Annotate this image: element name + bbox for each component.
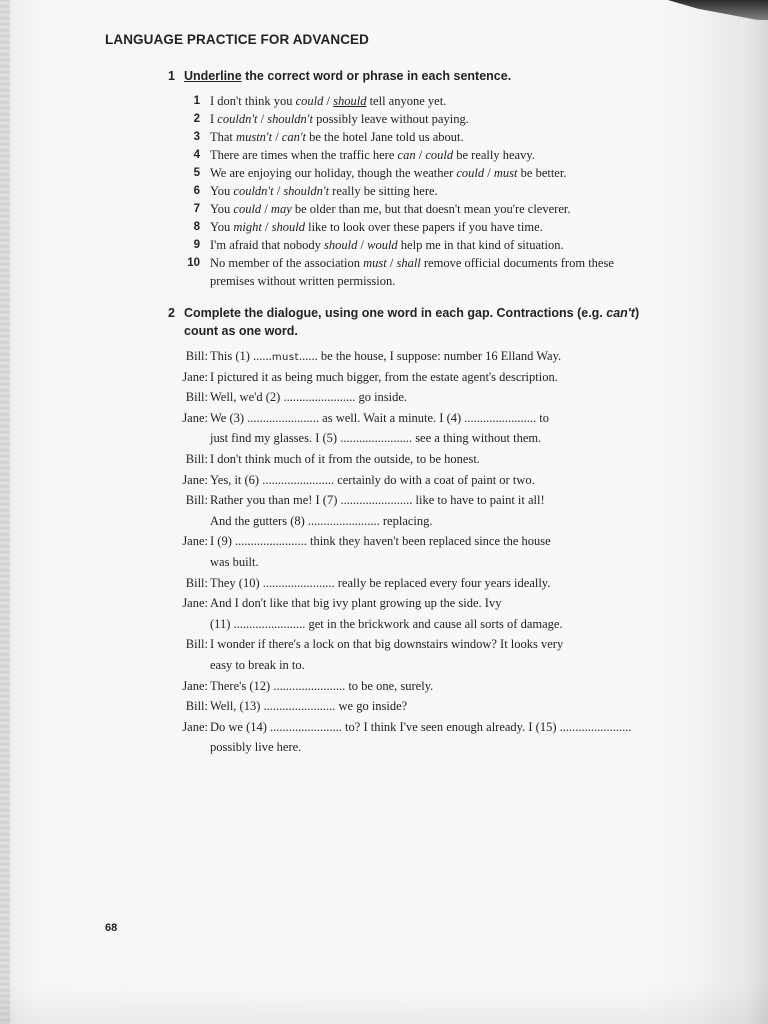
instruction-example: can't <box>606 306 635 320</box>
item-number: 8 <box>193 221 200 233</box>
option-2[interactable]: should <box>271 220 305 234</box>
dialogue-text[interactable]: Yes, it (6) ....................... certainly do with a coat of paint or two. <box>210 472 535 487</box>
instruction-line-2: count as one word. <box>184 324 298 338</box>
item-sentence: I couldn't / shouldn't possibly leave without paying. <box>210 112 469 126</box>
speaker: Bill: <box>185 451 208 466</box>
item-sentence: There are times when the traffic here can / could be really heavy. <box>210 148 535 162</box>
dialogue-text: This (1) ......must...... be the house, I suppose: number 16 Elland Way. <box>210 349 562 363</box>
exercise-item <box>180 182 660 200</box>
dialogue-text[interactable]: And the gutters (8) ....................... replacing. <box>210 513 433 528</box>
dialogue-line <box>160 428 660 449</box>
scanned-page: LANGUAGE PRACTICE FOR ADVANCED 1 Underline the correct word or phrase in each sentence. 1 I don't think you could / should tell anyone yet. 2 I couldn't / shouldn't possibly leave without paying. 3 That mustn't / can't be the hotel Jane told us about. 4 There are times when the traffic here can / could be really heavy. 5 We are enjoying our holiday, though the weather could / must be better. 6 You couldn't / shouldn't really be sitting here. 7 You could / may be older than me, but that doesn't mean you're cleverer. 8 You might / should like to look over these papers if you have time. 9 I'm afraid that nobody should / would help me in that kind of situation. 10 No member of the association must / shall remove official documents from these premises without written permission. 2 Complete the dialogue, using one word in each gap. Contractions (e.g. can't) count as one word. Bill: This (1) ......must...... be the house, I suppose: number 16 Elland Way. Jane: I pictured it as being much bigger, from the estate agent's description. Bill: Well, we'd (2) ....................... go inside. Jane: We (3) ....................... as well. Wait a minute. I (4) ....................... to just find my glasses. I (5) ....................... see a thing without them. Bill: I don't think much of it from the outside, to be honest. Jane: Yes, it (6) ....................... certainly do with a coat of paint or two. Bill: Rather you than me! I (7) ....................... like to have to paint it all! And the gutters (8) ....................... replacing. Jane: I (9) ....................... think they haven't been replaced since the house was built. Bill: They (10) ....................... really be replaced every four years ideally. Jane: And I don't like that big ivy plant growing up the side. Ivy (11) ....................... get in the brickwork and cause all sorts of damage. Bill: I wonder if there's a lock on that big downstairs window? It looks very easy to break in to. Jane: There's (12) ....................... to be one, surely. Bill: Well, (13) ....................... we go inside? Jane: Do we (14) ....................... to? I think I've seen enough already. I (15) ....................... possibly live here. 68 <box>0 0 768 1024</box>
option-1[interactable]: can <box>397 148 416 162</box>
speaker: Jane: <box>182 678 208 693</box>
option-1[interactable]: couldn't <box>233 184 274 198</box>
dialogue-line <box>160 367 660 388</box>
speaker: Bill: <box>185 349 208 363</box>
exercise-item <box>180 218 660 236</box>
item-number: 7 <box>193 203 200 215</box>
dialogue-line <box>160 346 660 367</box>
item-sentence: You couldn't / shouldn't really be sitting here. <box>210 184 438 198</box>
exercise-item <box>180 128 660 146</box>
dialogue-text[interactable]: just find my glasses. I (5) ....................... see a thing without them. <box>210 431 542 446</box>
item-sentence: You could / may be older than me, but that doesn't mean you're cleverer. <box>210 202 571 216</box>
exercise-2-number: 2 <box>168 306 175 320</box>
dialogue-line <box>160 490 660 511</box>
dialogue-line <box>160 449 660 470</box>
instruction-underline-word: Underline <box>184 69 242 83</box>
instruction-rest: the correct word or phrase in each sentence. <box>241 69 512 83</box>
page-right-edge <box>740 20 768 1024</box>
exercise-item <box>180 92 660 110</box>
item-sentence: No member of the association must / shall remove official documents from these <box>210 256 614 270</box>
dialogue-text[interactable]: Well, (13) ....................... we go inside? <box>210 699 408 714</box>
dialogue-text[interactable]: And I don't like that big ivy plant growing up the side. Ivy <box>210 596 502 611</box>
dialogue-text[interactable]: I (9) ....................... think they haven't been replaced since the house <box>210 534 551 549</box>
dialogue-text[interactable]: I don't think much of it from the outside, to be honest. <box>210 451 480 466</box>
dialogue-line <box>160 573 660 594</box>
option-1[interactable]: mustn't <box>236 130 273 144</box>
dialogue-line <box>160 552 660 573</box>
exercise-item <box>180 254 660 290</box>
page-bottom-shade <box>0 984 768 1024</box>
dialogue-line <box>160 717 660 738</box>
exercise-1-list <box>180 92 660 290</box>
exercise-item <box>180 146 660 164</box>
option-1[interactable]: could <box>233 202 262 216</box>
item-sentence-continued: premises without written permission. <box>210 274 396 288</box>
option-2[interactable]: must <box>493 166 518 180</box>
option-2[interactable]: shall <box>396 256 421 270</box>
dialogue-text[interactable]: I wonder if there's a lock on that big downstairs window? It looks very <box>210 637 564 652</box>
dialogue-text[interactable]: easy to break in to. <box>210 657 305 672</box>
speaker: Jane: <box>182 369 208 384</box>
dialogue-line <box>160 470 660 491</box>
speaker: Bill: <box>185 699 208 714</box>
dialogue-text[interactable]: was built. <box>210 554 259 569</box>
speaker: Jane: <box>182 472 208 487</box>
item-number: 10 <box>187 257 200 269</box>
dialogue-line <box>160 387 660 408</box>
option-2[interactable]: could <box>425 148 454 162</box>
speaker: Bill: <box>185 637 208 652</box>
dialogue-text[interactable]: (11) ....................... get in the brickwork and cause all sorts of damage. <box>210 616 563 631</box>
speaker: Bill: <box>185 390 208 405</box>
page-left-edge <box>0 0 10 1024</box>
exercise-item <box>180 200 660 218</box>
item-number: 6 <box>193 185 200 197</box>
handwritten-answer: must <box>271 352 300 363</box>
item-sentence: We are enjoying our holiday, though the weather could / must be better. <box>210 166 567 180</box>
option-2[interactable]: would <box>367 238 398 252</box>
speaker: Jane: <box>182 596 208 611</box>
dialogue-text[interactable]: We (3) ....................... as well. Wait a minute. I (4) ....................... to <box>210 410 550 425</box>
item-sentence: I don't think you could / should tell anyone yet. <box>210 94 447 108</box>
option-1[interactable]: could <box>456 166 485 180</box>
dialogue-line <box>160 634 660 655</box>
option-2[interactable]: may <box>270 202 292 216</box>
option-2[interactable]: can't <box>281 130 306 144</box>
item-number: 3 <box>193 131 200 143</box>
item-sentence: You might / should like to look over these papers if you have time. <box>210 220 543 234</box>
dialogue-text[interactable]: Rather you than me! I (7) ....................... like to have to paint it all! <box>210 493 545 508</box>
page-title: LANGUAGE PRACTICE FOR ADVANCED <box>105 32 370 47</box>
item-number: 2 <box>193 113 200 125</box>
exercise-1-number: 1 <box>168 69 175 83</box>
exercise-item <box>180 110 660 128</box>
speaker: Jane: <box>182 534 208 549</box>
dialogue-line <box>160 737 660 758</box>
option-1[interactable]: couldn't <box>217 112 258 126</box>
option-1[interactable]: might <box>233 220 262 234</box>
dialogue-line <box>160 408 660 429</box>
dialogue-line <box>160 655 660 676</box>
dialogue-line <box>160 614 660 635</box>
exercise-item <box>180 164 660 182</box>
speaker: Bill: <box>185 493 208 508</box>
item-sentence: That mustn't / can't be the hotel Jane told us about. <box>210 130 464 144</box>
dialogue-text[interactable]: possibly live here. <box>210 740 302 755</box>
speaker: Bill: <box>185 575 208 590</box>
item-sentence: I'm afraid that nobody should / would help me in that kind of situation. <box>210 238 564 252</box>
item-number: 9 <box>193 239 200 251</box>
item-number: 1 <box>193 95 200 107</box>
dialogue-text[interactable]: They (10) ....................... really be replaced every four years ideally. <box>210 575 551 590</box>
dialogue-text[interactable]: I pictured it as being much bigger, from the estate agent's description. <box>210 369 558 384</box>
page-number: 68 <box>105 922 118 934</box>
dialogue-line <box>160 511 660 532</box>
dialogue-line <box>160 593 660 614</box>
dialogue-text[interactable]: Do we (14) ....................... to? I think I've seen enough already. I (15) ....................... <box>210 719 632 734</box>
dialogue-line <box>160 696 660 717</box>
speaker: Jane: <box>182 719 208 734</box>
dialogue-text[interactable]: There's (12) ....................... to be one, surely. <box>210 678 434 693</box>
option-2[interactable]: should <box>333 94 367 108</box>
option-2[interactable]: shouldn't <box>283 184 330 198</box>
speaker: Jane: <box>182 410 208 425</box>
option-2[interactable]: shouldn't <box>267 112 313 126</box>
page-corner-fold <box>668 0 768 22</box>
exercise-item <box>180 236 660 254</box>
dialogue-line <box>160 531 660 552</box>
option-1[interactable]: should <box>324 238 358 252</box>
option-1[interactable]: could <box>295 94 324 108</box>
dialogue-line <box>160 676 660 697</box>
dialogue-text[interactable]: Well, we'd (2) ....................... go inside. <box>210 390 408 405</box>
item-number: 5 <box>193 167 200 179</box>
dialogue <box>160 346 660 758</box>
option-1[interactable]: must <box>363 256 387 270</box>
item-number: 4 <box>193 149 200 161</box>
